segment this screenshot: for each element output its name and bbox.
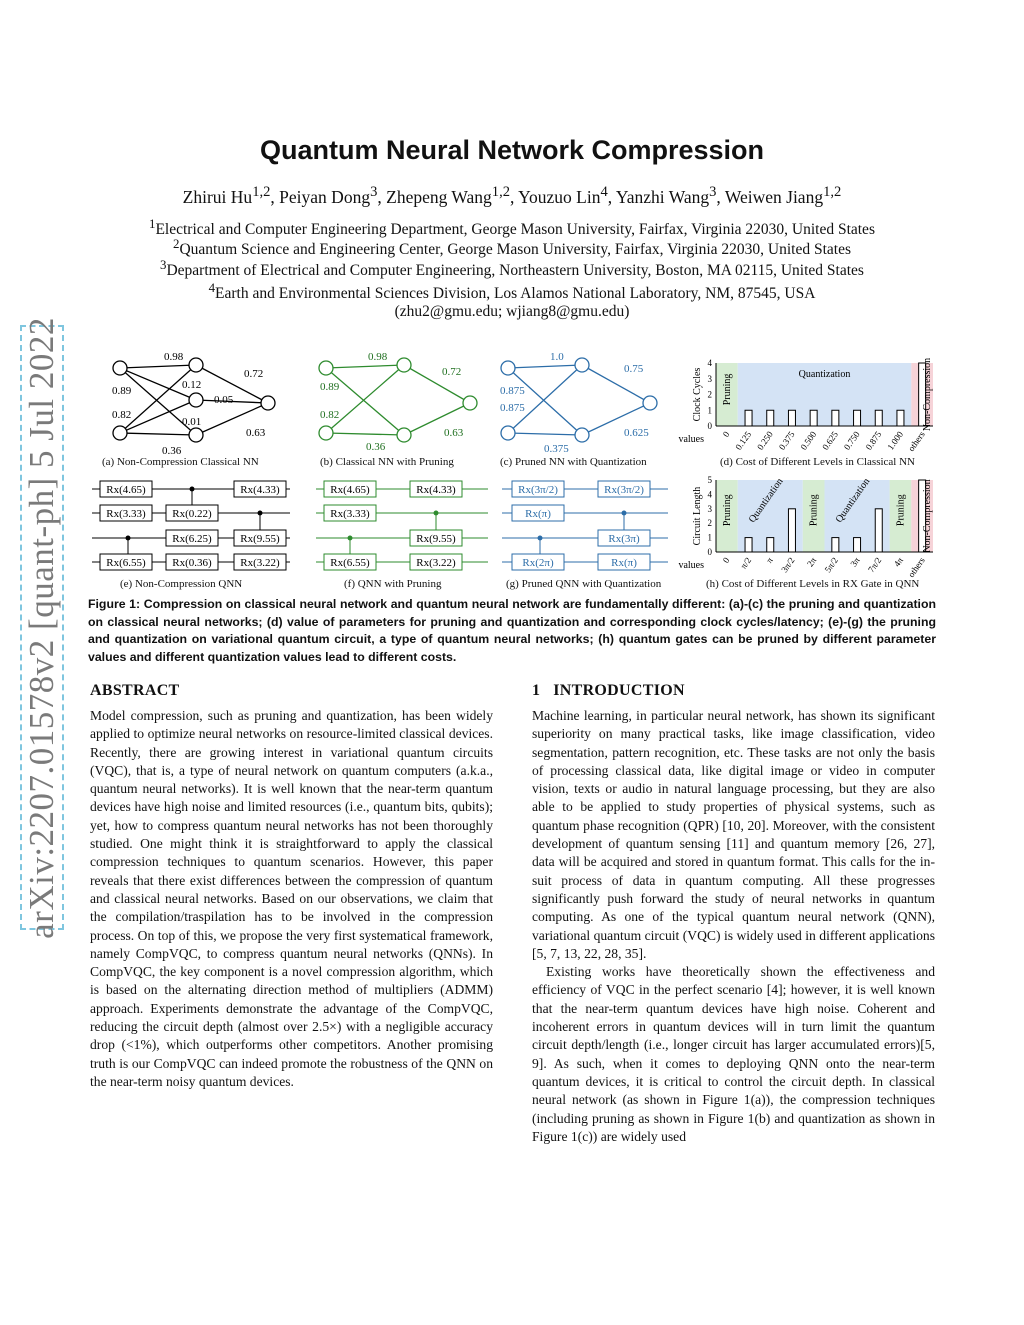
weight-label: 0.01	[182, 416, 202, 428]
weight-label: 0.72	[442, 366, 462, 378]
y-tick-label: 3	[707, 373, 712, 384]
gate-label: Rx(3.22)	[416, 557, 456, 569]
affiliation: $^1$Electrical and Computer Engineering Department, George Mason University, Fairfax, Virginia 22030, United States	[149, 216, 875, 239]
bar	[875, 509, 882, 552]
x-tick-label: 2π	[804, 555, 819, 569]
weight-label: 0.36	[162, 445, 182, 457]
weight-label: 0.875	[500, 402, 525, 414]
intro-body	[532, 707, 935, 1146]
gate-label: Rx(6.55)	[330, 557, 370, 569]
bar	[875, 410, 882, 426]
y-tick-label: 0	[707, 547, 712, 557]
gate-label: Rx(π)	[611, 557, 637, 569]
affiliation: $^3$Department of Electrical and Computer Engineering, Northeastern University, Boston, MA 02115, United States	[160, 257, 864, 280]
intro-heading: 1 INTRODUCTION	[532, 682, 685, 699]
y-axis-label: Circuit Length	[692, 486, 703, 546]
subfigure-caption: (g) Pruned QNN with Quantization	[506, 578, 662, 590]
subfigure-caption: (a) Non-Compression Classical NN	[102, 456, 259, 468]
x-tick-label: 0.750	[841, 429, 862, 452]
chart-h	[678, 475, 933, 579]
x-tick-label: 0.625	[820, 429, 840, 452]
weight-label: 0.36	[366, 441, 386, 453]
gate-label: Rx(9.55)	[240, 533, 280, 545]
abstract-paragraph: Model compression, such as pruning and quantization, has been widely applied to optimize neural networks on resource-limited classical devices. Recently, there are growing interest in variational quantum circuits (VQC), that is, a type of neural network on quantum computers (a.k.a., quantum neural networks). It is well known that the near-term quantum devices have high noise and limited resources (i.e., quantum bits, qubits); yet, how to compress quantum neural networks has not been thoroughly studied. One might think it is straightforward to apply the classical compression techniques to quantum scenarios. However, this paper reveals that there exist differences between the compression of quantum and classical neural networks. Based on our observations, we claim that the compilation/traspilation has to be involved in the compression process. On top of this, we propose the very first systematical framework, namely CompVQC, to compress quantum neural networks (QNNs). In CompVQC, the key component is a novel compression algorithm, which is based on the alternating direction method of multipliers (ADMM) approach. Experiments demonstrate the advantage of the CompVQC, reducing the circuit depth (almost over 2.5×) with a negligible accuracy drop (<1%), which outperforms other competitors. Another promising truth is our CompVQC can indeed promote the robustness of the QNN on the near-term noisy quantum devices.	[90, 708, 493, 1089]
y-tick-label: 1	[707, 405, 712, 416]
x-tick-label: 0.125	[733, 429, 754, 452]
chart-d	[678, 358, 933, 453]
x-tick-label: 0.250	[755, 429, 775, 452]
abstract-heading: ABSTRACT	[90, 682, 180, 699]
author-list: Zhirui Hu$^{1,2}$, Peiyan Dong$^3$, Zhepeng Wang$^{1,2}$, Youzuo Lin$^4$, Yanzhi Wang$^3$, Weiwen Jiang$^{1,2}$	[182, 184, 842, 207]
subfigure-caption: (e) Non-Compression QNN	[120, 578, 243, 590]
gate-label: Rx(3π/2)	[518, 484, 558, 496]
region-label: Quantization	[798, 369, 851, 380]
figure-1	[88, 348, 938, 596]
y-tick-label: 2	[707, 518, 712, 529]
y-tick-label: 4	[707, 358, 712, 368]
x-tick-label: others	[905, 429, 927, 454]
weight-label: 0.98	[164, 351, 184, 363]
bar	[767, 538, 774, 552]
bar	[897, 410, 904, 426]
contact-emails: (zhu2@gmu.edu; wjiang8@gmu.edu)	[394, 303, 630, 320]
x-axis-label: values	[678, 434, 704, 445]
weight-label: 0.72	[244, 368, 264, 380]
arxiv-id-text: arXiv:2207.01578v2 [quant-ph] 5 Jul 2022	[22, 316, 61, 939]
gate-label: Rx(3.22)	[240, 557, 280, 569]
x-tick-label: 0.500	[798, 429, 819, 452]
weight-label: 0.63	[444, 427, 464, 439]
weight-label: 0.89	[112, 385, 132, 397]
weight-label: 0.98	[368, 351, 388, 363]
y-tick-label: 1	[707, 532, 712, 543]
gate-label: Rx(4.65)	[106, 484, 146, 496]
weight-label: 0.89	[320, 381, 340, 393]
gate-label: Rx(9.55)	[416, 533, 456, 545]
gate-label: Rx(6.55)	[106, 557, 146, 569]
bar	[810, 410, 817, 426]
bar	[788, 509, 795, 552]
gate-label: Rx(4.33)	[240, 484, 280, 496]
x-axis-label: values	[678, 560, 704, 571]
weight-label: 0.375	[544, 443, 569, 455]
gate-label: Rx(3π/2)	[604, 484, 644, 496]
bar	[832, 410, 839, 426]
y-tick-label: 0	[707, 421, 712, 431]
x-tick-label: 5π/2	[822, 555, 840, 575]
weight-label: 0.05	[214, 394, 234, 406]
x-tick-label: π/2	[738, 555, 754, 571]
gate-label: Rx(3π)	[608, 533, 640, 545]
y-tick-label: 5	[707, 475, 712, 485]
x-tick-label: 1.000	[885, 429, 906, 452]
weight-label: 0.875	[500, 385, 525, 397]
bar	[854, 538, 861, 552]
region-label: Pruning	[895, 494, 907, 527]
y-axis-label: Clock Cycles	[692, 367, 703, 422]
bar	[854, 410, 861, 426]
gate-label: Rx(2π)	[522, 557, 554, 569]
y-tick-label: 2	[707, 389, 712, 400]
x-tick-label: π	[764, 555, 775, 565]
region-label: Quantization	[746, 476, 786, 525]
author: Yanzhi Wang	[615, 186, 710, 207]
figure-caption: Figure 1: Compression on classical neural network and quantum neural network are fundamentally different: (a)-(c) the pruning and quantization on classical neural networks; (d) value of parameters for pruning and quantization and corresponding clock cycles/latency; (e)-(g) the pruning and quantization on variational quantum circuit, a type of quantum neural networks; (h) quantum gates can be pruned by different parameter values and different quantization values lead to different costs.	[88, 597, 936, 664]
subfigure-caption: (h) Cost of Different Levels in RX Gate in QNN	[706, 578, 920, 590]
weight-label: 0.12	[182, 379, 202, 391]
gate-label: Rx(3.33)	[330, 508, 370, 520]
weight-label: 0.75	[624, 363, 644, 375]
abstract-body	[90, 707, 493, 1091]
figure-1-graphics	[88, 348, 938, 596]
paper-title: Quantum Neural Network Compression	[259, 135, 765, 165]
affiliation: $^2$Quantum Science and Engineering Center, George Mason University, Fairfax, Virginia 22030, United States	[172, 236, 851, 259]
x-tick-label: 0	[720, 555, 732, 565]
region-label: Non-Compression	[922, 479, 934, 553]
gate-label: Rx(4.65)	[330, 484, 370, 496]
x-tick-label: 0	[720, 429, 732, 439]
subfigure-caption: (b) Classical NN with Pruning	[320, 456, 454, 468]
region-label: Non-Compression	[922, 357, 934, 432]
author: Youzuo Lin	[518, 186, 601, 207]
weight-label: 0.63	[246, 427, 266, 439]
region-label: Pruning	[721, 494, 733, 527]
gate-label: Rx(4.33)	[416, 484, 456, 496]
gate-label: Rx(0.22)	[172, 508, 212, 520]
region-label: Pruning	[808, 494, 820, 527]
x-tick-label: 3π/2	[779, 555, 797, 575]
intro-paragraph: Machine learning, in particular neural network, has shown its significant superiority on many practical tasks, like image classification, video segmentation, pattern recognition, etc. These tasks are not only the basis of processing classical data, like digital image or video in computer vision, texts or audio in natural language processing, but they are also able to be applied to study properties of physical systems, such as quantum phase recognition (QPR) [10, 20]. Moreover, with the consistent development of quantum sensing [11] and quantum memory [26, 27], data will be acquired and stored in quantum format. This calls for the in-suit process of data in quantum computing. All these progresses significantly push forward the study of neural networks in quantum computing. As one of the typical quantum neural network (QNN), variational quantum circuit (VQC) is widely used in different applications [5, 7, 13, 22, 28, 35].	[532, 708, 935, 961]
author: Zhepeng Wang	[386, 186, 492, 207]
x-tick-label: 7π/2	[865, 555, 884, 575]
weight-label: 1.0	[550, 351, 564, 363]
intro-paragraph: Existing works have theoretically shown the effectiveness and efficiency of VQC in the perfect scenario [4]; however, it is well known that the near-term quantum devices have high noise. Coherent and incoherent errors in quantum devices will in turn limit the quantum circuit depth/length (i.e., longer circuit has larger accumulated errors)[5, 9]. As such, when it comes to deploying QNN onto the near-term quantum devices, it is critical to control the circuit depth. In classical neural network (as shown in Figure 1(a)), the compression techniques (including pruning as shown in Figure 1(b) and quantization as shown in Figure 1(c)) are widely used	[532, 964, 935, 1144]
region-label: Pruning	[721, 373, 733, 406]
weight-label: 0.82	[320, 409, 340, 421]
x-tick-label: others	[905, 555, 927, 580]
author: Zhirui Hu	[182, 186, 253, 207]
weight-label: 0.625	[624, 427, 649, 439]
gate-label: Rx(3.33)	[106, 508, 146, 520]
author: Weiwen Jiang	[724, 186, 824, 207]
region-label: Quantization	[833, 476, 873, 525]
x-tick-label: 4π	[891, 555, 906, 569]
y-tick-label: 4	[707, 489, 712, 500]
bar	[745, 538, 752, 552]
gate-label: Rx(π)	[525, 508, 551, 520]
subfigure-caption: (c) Pruned NN with Quantization	[500, 456, 647, 468]
bar	[745, 410, 752, 426]
x-tick-label: 0.375	[776, 429, 797, 452]
x-tick-label: 0.875	[863, 429, 884, 452]
y-tick-label: 3	[707, 503, 712, 514]
gate-label: Rx(6.25)	[172, 533, 212, 545]
weight-label: 0.82	[112, 409, 132, 421]
arxiv-watermark	[20, 316, 64, 939]
subfigure-caption: (f) QNN with Pruning	[344, 578, 442, 590]
affiliation: $^4$Earth and Environmental Sciences Division, Los Alamos National Laboratory, NM, 87545, USA	[208, 280, 816, 303]
author: Peiyan Dong	[279, 186, 371, 207]
qnn-e	[92, 489, 290, 562]
bar	[767, 410, 774, 426]
x-tick-label: 3π	[848, 555, 862, 569]
subfigure-caption: (d) Cost of Different Levels in Classical NN	[720, 456, 916, 468]
qnn-f	[316, 489, 488, 562]
bar	[788, 410, 795, 426]
bar	[832, 538, 839, 552]
gate-label: Rx(0.36)	[172, 557, 212, 569]
qnn-g	[502, 489, 668, 562]
